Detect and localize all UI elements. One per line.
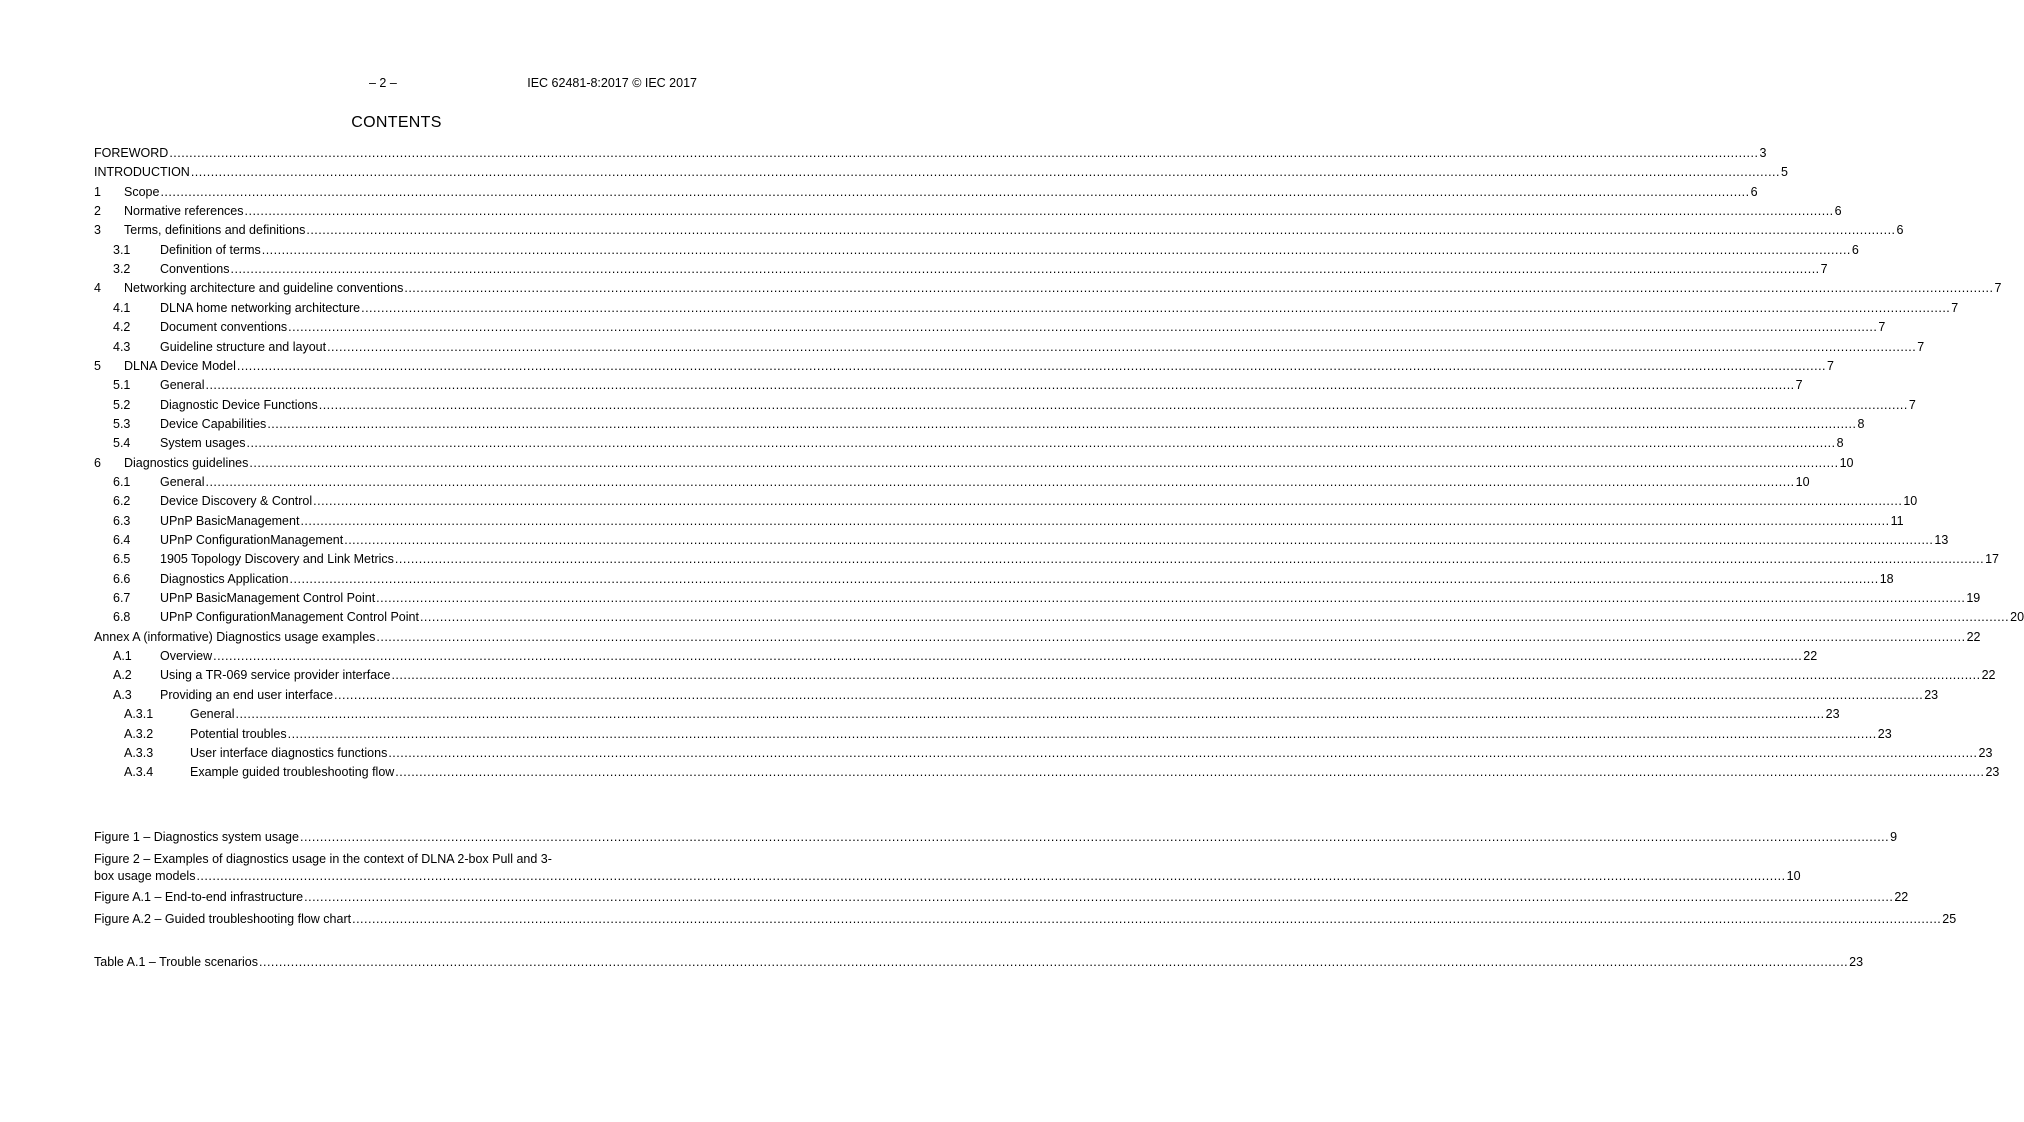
toc-entry-page: 7 <box>1917 340 1925 354</box>
toc-entry[interactable] <box>94 397 1916 413</box>
toc-entry-title: General <box>160 378 205 392</box>
toc-entry-page: 7 <box>1820 262 1828 276</box>
toc-entry[interactable] <box>94 609 2024 625</box>
toc-entry[interactable] <box>94 911 1957 927</box>
toc-entry-number: 3 <box>94 223 101 237</box>
toc-entry-number: 6.1 <box>113 475 131 489</box>
toc-entry-number: A.3 <box>113 688 132 702</box>
toc-entry-page: 11 <box>1890 514 1904 528</box>
toc-entry[interactable] <box>94 954 1864 970</box>
toc-entry[interactable] <box>94 706 1840 722</box>
toc-entry[interactable] <box>94 222 1904 238</box>
dot-leader: ................................................................................................................................................................................................................................................................................................................................................................................................................ <box>287 727 1877 741</box>
toc-entry-number: A.3.2 <box>124 727 154 741</box>
toc-entry[interactable] <box>94 416 1865 432</box>
dot-leader: ................................................................................................................................................................................................................................................................................................................................................................................................................ <box>304 890 1894 904</box>
dot-leader: ................................................................................................................................................................................................................................................................................................................................................................................................................ <box>160 185 1750 199</box>
toc-entry-title: Overview <box>160 649 213 663</box>
toc-entry-page: 13 <box>1934 533 1949 547</box>
dot-leader: ................................................................................................................................................................................................................................................................................................................................................................................................................ <box>205 378 1795 392</box>
dot-leader: ................................................................................................................................................................................................................................................................................................................................................................................................................ <box>246 436 1836 450</box>
toc-entry-title: User interface diagnostics functions <box>190 746 388 760</box>
toc-entry[interactable] <box>94 300 1959 316</box>
toc-entry[interactable] <box>94 203 1842 219</box>
toc-entry-number: 5.4 <box>113 436 131 450</box>
toc-entry-number: 4 <box>94 281 101 295</box>
dot-leader: ................................................................................................................................................................................................................................................................................................................................................................................................................ <box>327 340 1917 354</box>
toc-entry-title: Normative references <box>124 204 244 218</box>
toc-entry-page: 22 <box>1981 668 1996 682</box>
dot-leader: ................................................................................................................................................................................................................................................................................................................................................................................................................ <box>376 591 1966 605</box>
toc-entry-title: Definition of terms <box>160 243 261 257</box>
toc-entry-title: Annex A (informative) Diagnostics usage examples <box>94 630 376 644</box>
toc-entry-number: 5.1 <box>113 378 131 392</box>
dot-leader: ................................................................................................................................................................................................................................................................................................................................................................................................................ <box>249 456 1839 470</box>
toc-entry-title: Potential troubles <box>190 727 287 741</box>
toc-entry-number: 3.2 <box>113 262 131 276</box>
toc-entry-page: 10 <box>1786 869 1801 883</box>
toc-entry-page: 22 <box>1803 649 1818 663</box>
toc-entry[interactable] <box>94 513 1904 529</box>
toc-entry-title: Document conventions <box>160 320 288 334</box>
toc-entry-title: Table A.1 – Trouble scenarios <box>94 955 258 969</box>
toc-entry-page: 8 <box>1836 436 1844 450</box>
toc-entry-number: A.3.3 <box>124 746 154 760</box>
toc-entry[interactable] <box>94 184 1758 200</box>
toc-entry-title: Figure A.2 – Guided troubleshooting flow chart <box>94 912 352 926</box>
toc-entry-number: 6 <box>94 456 101 470</box>
toc-entry-number: 4.1 <box>113 301 131 315</box>
toc-entry-title: Conventions <box>160 262 230 276</box>
toc-entry-page: 6 <box>1851 243 1859 257</box>
toc-entry-number: 1 <box>94 185 101 199</box>
toc-entry-page: 7 <box>1994 281 2002 295</box>
toc-entry-page: 25 <box>1942 912 1957 926</box>
toc-entry-title: Providing an end user interface <box>160 688 334 702</box>
dot-leader: ................................................................................................................................................................................................................................................................................................................................................................................................................ <box>313 494 1903 508</box>
toc-entry-page: 7 <box>1951 301 1959 315</box>
toc-entry[interactable] <box>94 474 1810 490</box>
toc-entry[interactable] <box>94 242 1859 258</box>
toc-entry[interactable] <box>94 745 1993 761</box>
toc-entry[interactable] <box>94 280 2002 296</box>
dot-leader: ................................................................................................................................................................................................................................................................................................................................................................................................................ <box>230 262 1820 276</box>
toc-entry-title: DLNA home networking architecture <box>160 301 361 315</box>
toc-entry[interactable] <box>94 851 1801 885</box>
toc-entry-page: 6 <box>1896 223 1904 237</box>
toc-entry[interactable] <box>94 319 1886 335</box>
toc-entry-number: 6.4 <box>113 533 131 547</box>
toc-entry-page: 23 <box>1978 746 1993 760</box>
dot-leader: ................................................................................................................................................................................................................................................................................................................................................................................................................ <box>235 707 1825 721</box>
toc-entry-number: 6.6 <box>113 572 131 586</box>
toc-entry-page: 7 <box>1878 320 1886 334</box>
toc-entry[interactable] <box>94 667 1996 683</box>
toc-entry[interactable] <box>94 687 1939 703</box>
page-number: – 2 – <box>369 76 397 90</box>
toc-entry-number: 6.3 <box>113 514 131 528</box>
toc-entry-page: 5 <box>1781 165 1788 179</box>
toc-entry-page: 22 <box>1894 890 1909 904</box>
toc-entry[interactable] <box>94 889 1909 905</box>
toc-entry-title: General <box>160 475 205 489</box>
dot-leader: ................................................................................................................................................................................................................................................................................................................................................................................................................ <box>267 417 1857 431</box>
toc-entry[interactable] <box>94 164 1788 180</box>
toc-entry[interactable] <box>94 358 1834 374</box>
toc-entry[interactable] <box>94 455 1854 471</box>
toc-entry-page: 18 <box>1879 572 1894 586</box>
toc-entry-page: 6 <box>1750 185 1758 199</box>
toc-entry-title: Example guided troubleshooting flow <box>190 765 395 779</box>
dot-leader: ................................................................................................................................................................................................................................................................................................................................................................................................................ <box>318 398 1908 412</box>
dot-leader: ................................................................................................................................................................................................................................................................................................................................................................................................................ <box>394 552 1985 566</box>
dot-leader: ................................................................................................................................................................................................................................................................................................................................................................................................................ <box>334 688 1924 702</box>
toc-entry-title: Device Capabilities <box>160 417 267 431</box>
toc-entry-title: UPnP ConfigurationManagement Control Point <box>160 610 419 624</box>
toc-entry-page: 19 <box>1966 591 1981 605</box>
toc-entry-page: 9 <box>1890 830 1898 844</box>
toc-entry[interactable] <box>94 551 1999 567</box>
toc-entry-number: 6.5 <box>113 552 131 566</box>
dot-leader: ................................................................................................................................................................................................................................................................................................................................................................................................................ <box>169 146 1759 160</box>
toc-entry-page: 10 <box>1795 475 1810 489</box>
toc-entry[interactable] <box>94 145 1767 161</box>
dot-leader: ................................................................................................................................................................................................................................................................................................................................................................................................................ <box>306 223 1896 237</box>
toc-entry-title-line1: Figure 2 – Examples of diagnostics usage in the context of DLNA 2-box Pull and 3- <box>94 852 552 866</box>
toc-entry-title: box usage models <box>94 869 196 883</box>
standard-reference: IEC 62481-8:2017 © IEC 2017 <box>527 76 697 90</box>
toc-entry-title: Scope <box>124 185 160 199</box>
toc-entry-page: 10 <box>1903 494 1918 508</box>
toc-entry-title: General <box>190 707 235 721</box>
toc-entry[interactable] <box>94 648 1818 664</box>
dot-leader: ................................................................................................................................................................................................................................................................................................................................................................................................................ <box>352 912 1942 926</box>
toc-entry[interactable] <box>94 377 1803 393</box>
toc-entry-title: Diagnostics Application <box>160 572 289 586</box>
toc-entry-title: 1905 Topology Discovery and Link Metrics <box>160 552 394 566</box>
dot-leader: ................................................................................................................................................................................................................................................................................................................................................................................................................ <box>288 320 1878 334</box>
toc-entry-page: 7 <box>1908 398 1916 412</box>
toc-entry-title: System usages <box>160 436 246 450</box>
toc-entry-title: UPnP BasicManagement <box>160 514 300 528</box>
dot-leader: ................................................................................................................................................................................................................................................................................................................................................................................................................ <box>244 204 1834 218</box>
toc-entry-title: Using a TR-069 service provider interface <box>160 668 391 682</box>
toc-entry-title: Figure 1 – Diagnostics system usage <box>94 830 299 844</box>
toc-entry-number: 5.3 <box>113 417 131 431</box>
toc-entry-number: 3.1 <box>113 243 131 257</box>
toc-entry-number: 4.3 <box>113 340 131 354</box>
toc-entry-title: UPnP BasicManagement Control Point <box>160 591 376 605</box>
toc-entry-page: 17 <box>1985 552 1999 566</box>
toc-entry[interactable] <box>94 829 1898 845</box>
toc-entry-title: Figure A.1 – End-to-end infrastructure <box>94 890 304 904</box>
dot-leader: ................................................................................................................................................................................................................................................................................................................................................................................................................ <box>259 955 1849 969</box>
dot-leader: ................................................................................................................................................................................................................................................................................................................................................................................................................ <box>196 869 1786 883</box>
toc-entry-title: INTRODUCTION <box>94 165 190 179</box>
toc-entry-page: 8 <box>1857 417 1865 431</box>
toc-entry-page: 23 <box>1985 765 2000 779</box>
dot-leader: ................................................................................................................................................................................................................................................................................................................................................................................................................ <box>344 533 1934 547</box>
toc-entry-page: 7 <box>1795 378 1803 392</box>
toc-entry[interactable] <box>94 532 1949 548</box>
dot-leader: ................................................................................................................................................................................................................................................................................................................................................................................................................ <box>236 359 1827 373</box>
toc-entry-page: 23 <box>1849 955 1864 969</box>
toc-entry[interactable] <box>94 590 1981 606</box>
dot-leader: ................................................................................................................................................................................................................................................................................................................................................................................................................ <box>376 630 1966 644</box>
dot-leader: ................................................................................................................................................................................................................................................................................................................................................................................................................ <box>388 746 1978 760</box>
toc-entry-page: 20 <box>2010 610 2024 624</box>
toc-entry-number: 6.2 <box>113 494 131 508</box>
toc-entry-title: Guideline structure and layout <box>160 340 327 354</box>
dot-leader: ................................................................................................................................................................................................................................................................................................................................................................................................................ <box>395 765 1985 779</box>
toc-entry-number: 6.8 <box>113 610 131 624</box>
dot-leader: ................................................................................................................................................................................................................................................................................................................................................................................................................ <box>190 165 1780 179</box>
dot-leader: ................................................................................................................................................................................................................................................................................................................................................................................................................ <box>419 610 2010 624</box>
toc-entry-number: 2 <box>94 204 101 218</box>
toc-entry-number: A.2 <box>113 668 132 682</box>
toc-entry-page: 23 <box>1924 688 1939 702</box>
dot-leader: ................................................................................................................................................................................................................................................................................................................................................................................................................ <box>289 572 1879 586</box>
dot-leader: ................................................................................................................................................................................................................................................................................................................................................................................................................ <box>300 514 1890 528</box>
toc-entry-number: 6.7 <box>113 591 131 605</box>
toc-entry-title: Networking architecture and guideline conventions <box>124 281 404 295</box>
toc-entry-number: 5.2 <box>113 398 131 412</box>
toc-entry-title: Device Discovery & Control <box>160 494 313 508</box>
toc-entry-number: A.1 <box>113 649 132 663</box>
page-header <box>0 76 793 92</box>
toc-entry-title: FOREWORD <box>94 146 169 160</box>
toc-entry[interactable] <box>94 493 1918 509</box>
toc-entry-title: UPnP ConfigurationManagement <box>160 533 344 547</box>
toc-entry[interactable] <box>94 339 1925 355</box>
dot-leader: ................................................................................................................................................................................................................................................................................................................................................................................................................ <box>391 668 1981 682</box>
toc-entry-page: 6 <box>1834 204 1842 218</box>
toc-entry-page: 3 <box>1759 146 1767 160</box>
toc-entry-page: 22 <box>1966 630 1981 644</box>
toc-entry-number: A.3.4 <box>124 765 154 779</box>
toc-entry-title: Diagnostics guidelines <box>124 456 249 470</box>
toc-entry-number: 5 <box>94 359 101 373</box>
toc-entry[interactable] <box>94 261 1828 277</box>
toc-entry[interactable] <box>94 571 1894 587</box>
toc-entry-page: 7 <box>1827 359 1834 373</box>
dot-leader: ................................................................................................................................................................................................................................................................................................................................................................................................................ <box>361 301 1951 315</box>
toc-entry-page: 10 <box>1839 456 1854 470</box>
dot-leader: ................................................................................................................................................................................................................................................................................................................................................................................................................ <box>261 243 1851 257</box>
dot-leader: ................................................................................................................................................................................................................................................................................................................................................................................................................ <box>213 649 1803 663</box>
toc-entry-page: 23 <box>1877 727 1892 741</box>
toc-entry-number: 4.2 <box>113 320 131 334</box>
dot-leader: ................................................................................................................................................................................................................................................................................................................................................................................................................ <box>299 830 1890 844</box>
toc-entry[interactable] <box>94 435 1844 451</box>
toc-entry[interactable] <box>94 629 1981 645</box>
toc-entry-number: A.3.1 <box>124 707 154 721</box>
toc-entry[interactable] <box>94 726 1892 742</box>
toc-entry-title: DLNA Device Model <box>124 359 236 373</box>
dot-leader: ................................................................................................................................................................................................................................................................................................................................................................................................................ <box>205 475 1795 489</box>
toc-entry-title: Terms, definitions and definitions <box>124 223 306 237</box>
toc-entry-page: 23 <box>1825 707 1840 721</box>
dot-leader: ................................................................................................................................................................................................................................................................................................................................................................................................................ <box>404 281 1994 295</box>
toc-entry-title: Diagnostic Device Functions <box>160 398 318 412</box>
contents-title: CONTENTS <box>351 114 442 131</box>
toc-entry[interactable] <box>94 764 2000 780</box>
